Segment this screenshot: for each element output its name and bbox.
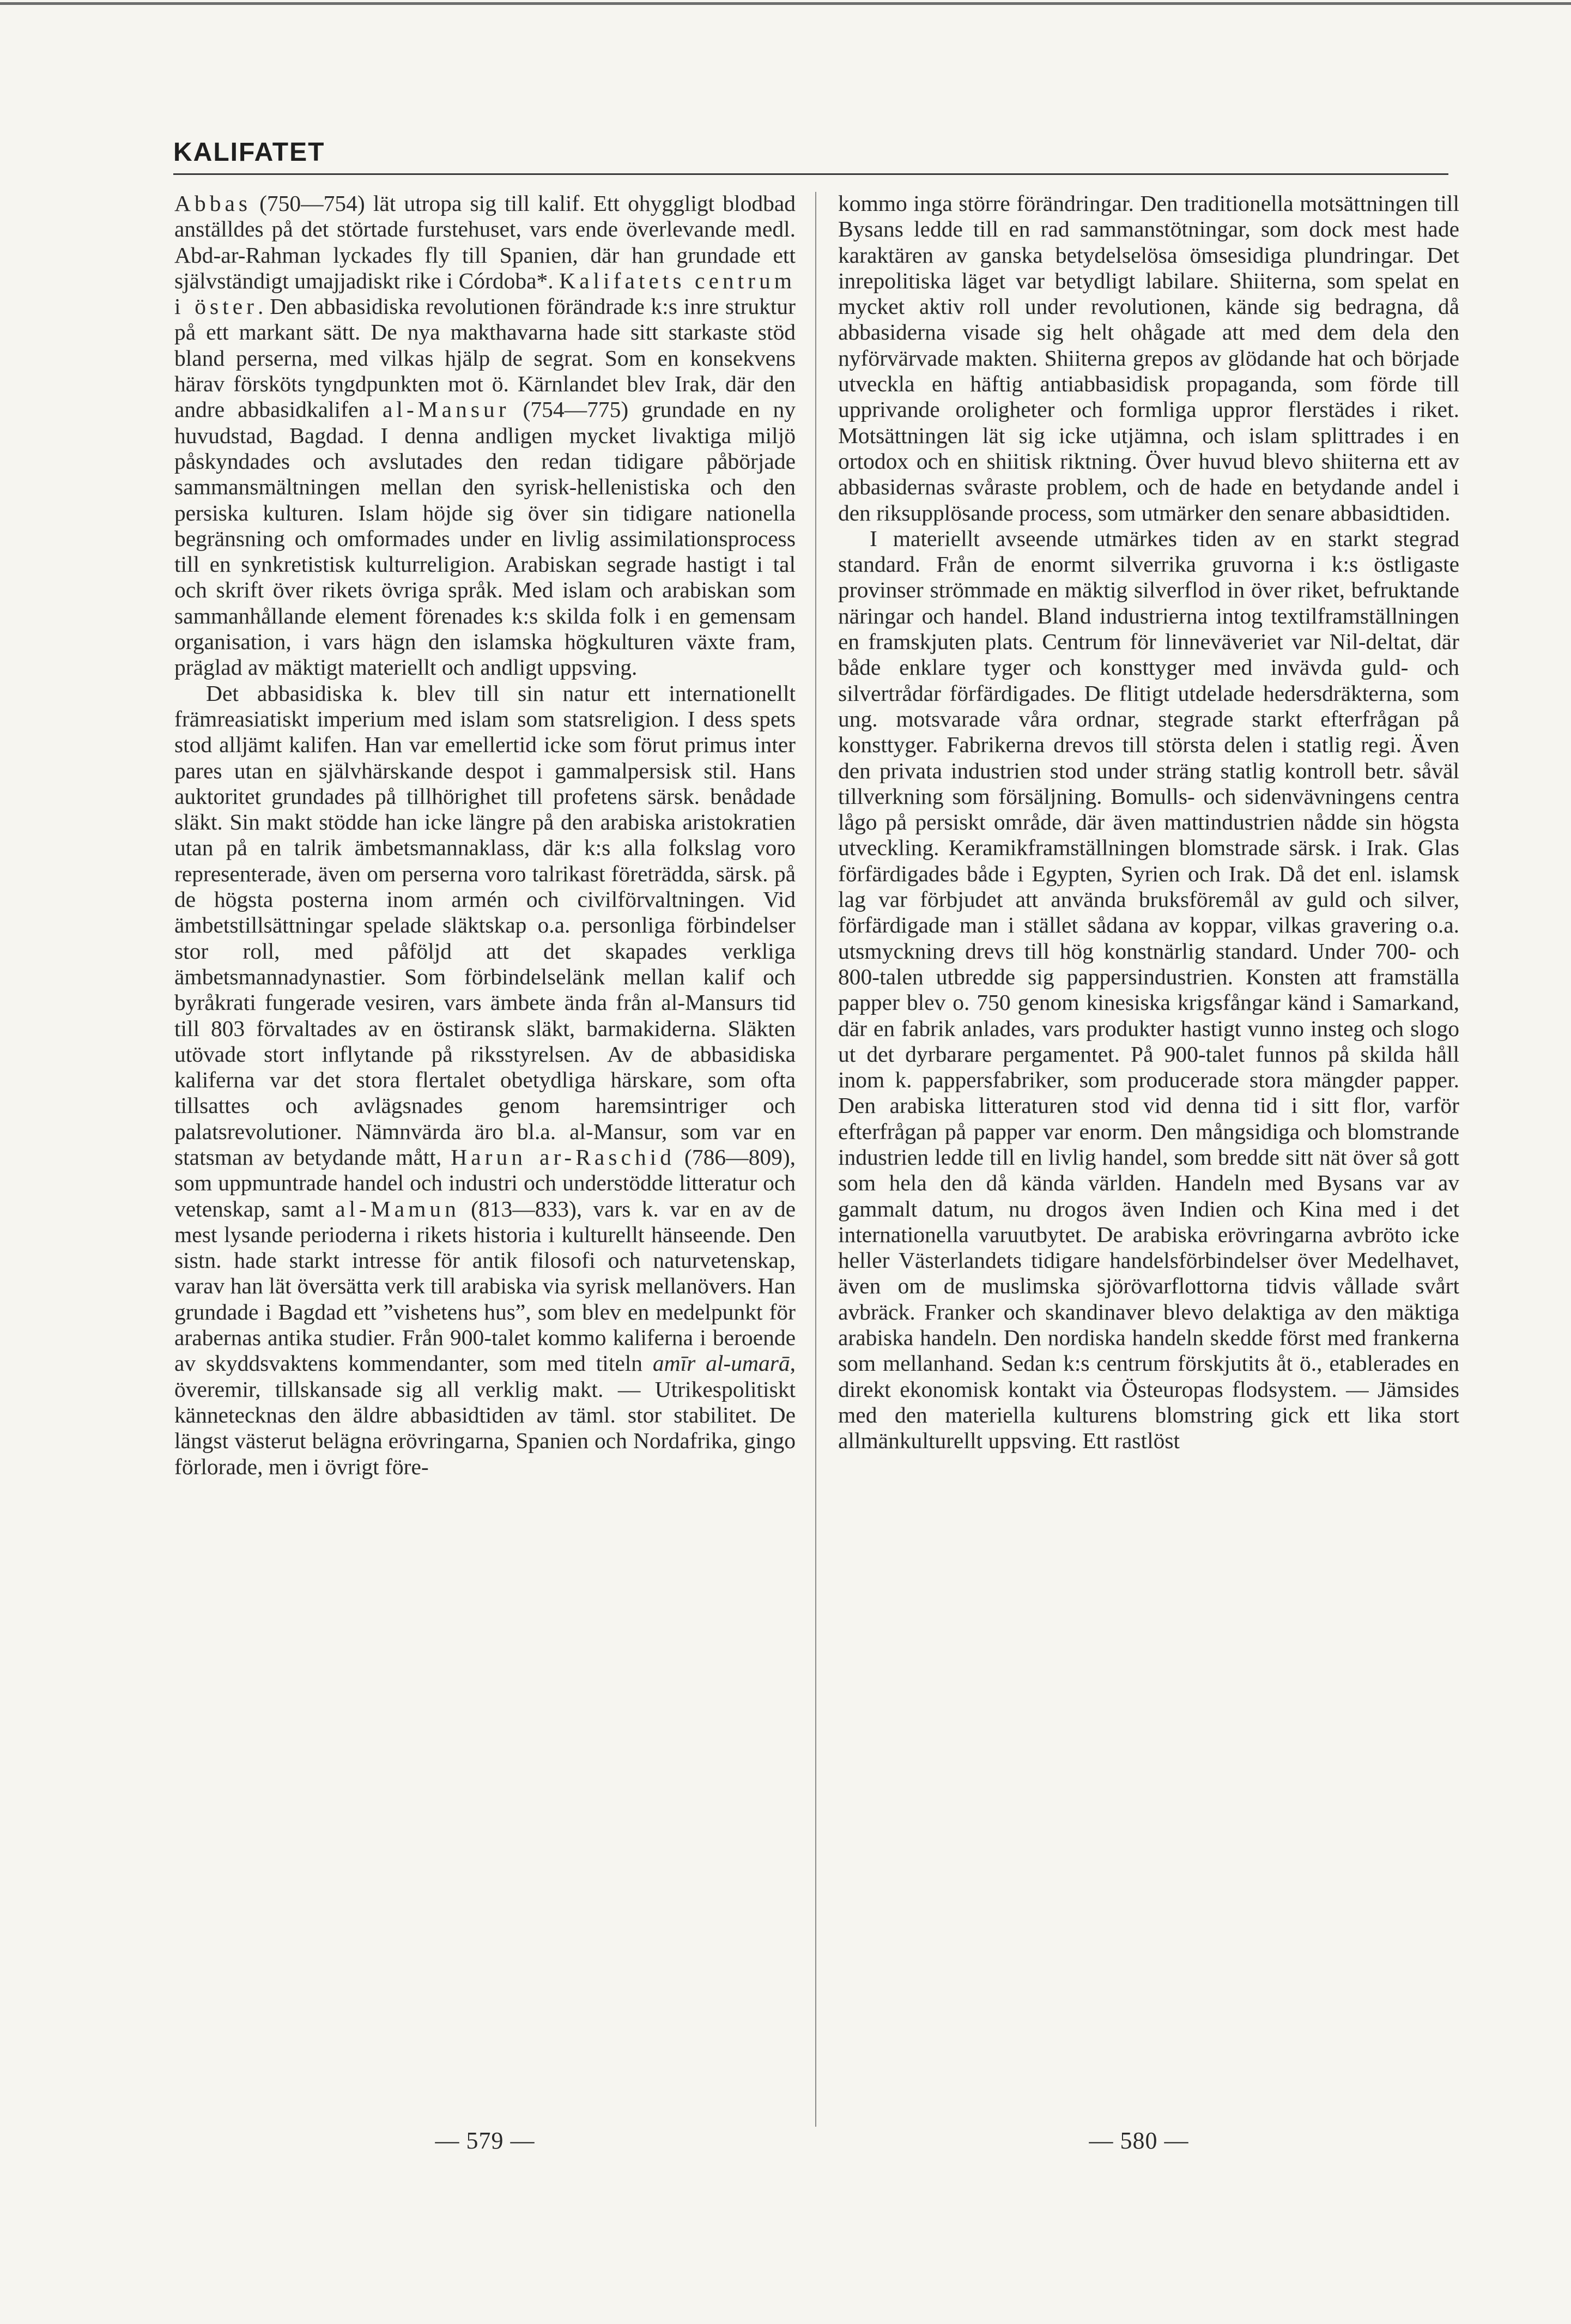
page-number-right: — 580 — [1089, 2127, 1189, 2154]
column-divider [815, 192, 816, 2127]
emphasized-term: al-Mamun [335, 1196, 460, 1221]
page-number-left: — 579 — [435, 2127, 535, 2154]
emphasized-term: al-Mansur [383, 397, 510, 422]
text-run: (754—775) grundade en ny huvudstad, Bagdad. I denna andligen mycket livaktiga miljö påskyndades och avslutades den redan tidigare påbörjade sammansmältningen mellan den syrisk-hellenistiska och den persiska kulturen. Islam höjde sig över sin tidigare nationella begränsning och omformades under en livlig assimilationsprocess till en synkretistisk kulturreligion. Arabiskan segrade hastigt i tal och skrift över rikets övriga språk. Med islam och arabiskan som sammanhållande element förenades k:s skilda folk i en gemensam organisation, i vars hägn den islamska högkulturen växte fram, präglad av mäktigt materiellt och andligt uppsving. [174, 397, 796, 680]
text-run: (750—754) lät utropa sig till kalif. Ett ohyggligt blodbad anställdes på det störtade furstehuset, vars ende överlevande medl. Abd-ar-Rahman lyckades fly till Spanien, där han grundade ett självständigt umajjadiskt rike i Córdoba*. [174, 191, 796, 293]
text-run: (786—809), som uppmuntrade handel och industri och understödde litteratur och vetenskap, samt [174, 1144, 796, 1221]
page-title: KALIFATET [173, 138, 325, 167]
header-rule [173, 173, 1448, 175]
paragraph [174, 681, 796, 1480]
paragraph [838, 526, 1459, 1454]
paragraph [838, 191, 1459, 526]
right-text-column [838, 191, 1459, 2131]
emphasized-term: Abbas [174, 191, 252, 216]
running-header [173, 137, 1448, 181]
emphasized-term: Kalifatets centrum i öster [174, 268, 796, 319]
italic-term: amīr al-umarā [652, 1351, 790, 1376]
top-edge-rule [0, 2, 1571, 5]
text-run: kommo inga större förändringar. Den traditionella motsättningen till Bysans ledde till en rad sammanstötningar, som dock mest hade karaktären av ganska betydelselösa ömsesidiga plundringar. Det inrepolitiska läget var betydligt labilare. Shiiterna, som spelat en mycket aktiv roll under revolutionen, kände sig bedragna, då abbasiderna visade sig helt ohågade att med dem dela den nyförvärvade makten. Shiiterna grepos av glödande hat och började utveckla en häftig antiabbasidisk propaganda, som förde till upprivande oroligheter och formliga uppror flerstädes i riket. Motsättningen lät sig icke utjämna, och islam splittrades i en ortodox och en shiitisk riktning. Över huvud blevo shiiterna ett av abbasidernas svåraste problem, och de hade en betydande andel i den riksupplösande process, som utmärker den senare abbasidtiden. [838, 191, 1459, 525]
emphasized-term: Harun ar-Raschid [451, 1144, 675, 1170]
paragraph [174, 191, 796, 681]
text-run: . Den abbasidiska revolutionen förändrade k:s inre struktur på ett markant sätt. De nya makthavarna hade sitt starkaste stöd bland perserna, med vilkas hjälp de segrat. Som en konsekvens härav försköts tyngdpunkten mot ö. Kärnlandet blev Irak, där den andre abbasidkalifen [174, 294, 796, 422]
text-run: (813—833), vars k. var en av de mest lysande perioderna i rikets historia i kulturellt hänseende. Den sistn. hade starkt intresse för antik filosofi och naturvetenskap, varav han lät översätta verk till arabiska via syrisk mellanövers. Han grundade i Bagdad ett ”vishetens hus”, som blev en medelpunkt för arabernas antika studier. Från 900-talet kommo kaliferna i beroende av skyddsvaktens kommendanter, som med titeln [174, 1196, 796, 1376]
text-run: I materiellt avseende utmärkes tiden av en starkt stegrad standard. Från de enormt silverrika gruvorna i k:s östligaste provinser strömmade en mäktig silverflod in över riket, befruktande näringar och handel. Bland industrierna intog textilframställningen en framskjuten plats. Centrum för linneväveriet var Nil-deltat, där både enklare tyger och konsttyger med invävda guld- och silvertrådar förfärdigades. De flitigt utdelade hedersdräkterna, som ung. motsvarade våra ordnar, stegrade starkt efterfrågan på konsttyger. Fabrikerna drevos till största delen i statlig regi. Även den privata industrien stod under sträng statlig kontroll betr. såväl tillverkning som försäljning. Bomulls- och sidenvävningens centra lågo på persiskt område, där även mattindustrien nådde sin högsta utveckling. Keramikframställningen blomstrade särsk. i Irak. Glas förfärdigades både i Egypten, Syrien och Irak. Då det enl. islamsk lag var förbjudet att använda bruksföremål av guld och silver, förfärdigade man i stället sådana av koppar, vilkas gravering o.a. utsmyckning drevs till hög konstnärlig standard. Under 700- och 800-talen utbredde sig pappersindustrien. Konsten att framställa papper blev o. 750 genom kinesiska krigsfångar känd i Samarkand, där en fabrik anlades, vars produkter hastigt vunno insteg och slogo ut det dyrbarare pergamentet. På 900-talet funnos på skilda håll inom k. pappersfabriker, som producerade stora mängder papper. Den arabiska litteraturen stod vid denna tid i sitt flor, varför efterfrågan på papper var enorm. Den mångsidiga och blomstrande industrien ledde till en livlig handel, som bredde sitt nät över så gott som hela den då kända världen. Handeln med Bysans var av gammalt datum, nu drogos även Indien och Kina med i det internationella varuutbytet. De arabiska erövringarna avbröto icke heller Västerlandets tidigare handelsförbindelser över Medelhavet, även om de muslimska sjörövarflottorna tidvis vållade svårt avbräck. Franker och skandinaver blevo delaktiga av den mäktiga arabiska handeln. Den nordiska handeln skedde först med frankerna som mellanhand. Sedan k:s centrum förskjutits åt ö., etablerades en direkt ekonomisk kontakt via Östeuropas flodsystem. — Jämsides med den materiella kulturens blomstring gick ett lika stort allmänkulturellt uppsving. Ett rastlöst [838, 525, 1459, 1454]
text-run: , överemir, tillskansade sig all verklig makt. — Utrikespolitiskt kännetecknas den äldre abbasidtiden av täml. stor stabilitet. De längst västerut belägna erövringarna, Spanien och Nordafrika, gingo förlorade, men i övrigt före- [174, 1351, 796, 1479]
text-run: Det abbasidiska k. blev till sin natur ett internationellt främreasiatiskt imperium med islam som statsreligion. I dess spets stod alljämt kalifen. Han var emellertid icke som förut primus inter pares utan en självhärskande despot i gammalpersisk stil. Hans auktoritet grundades på tillhörighet till profetens särsk. benådade släkt. Sin makt stödde han icke längre på den arabiska aristokratien utan på en talrik ämbetsmannaklass, där k:s alla folkslag voro representerade, även om perserna voro talrikast företrädda, särsk. på de högsta posterna inom armén och civilförvaltningen. Vid ämbetstillsättningar spelade släktskap o.a. personliga förbindelser stor roll, med påföljd att det skapades verkliga ämbetsmannadynastier. Som förbindelselänk mellan kalif och byråkrati fungerade vesiren, vars ämbete ända från al-Mansurs tid till 803 förvaltades av en östiransk släkt, barmakiderna. Släkten utövade stort inflytande på riksstyrelsen. Av de abbasidiska kaliferna var det stora flertalet obetydliga härskare, som ofta tillsattes och avlägsnades genom haremsintriger och palatsrevolutioner. Nämnvärda äro bl.a. al-Mansur, som var en statsman av betydande mått, [174, 680, 796, 1170]
left-text-column [174, 191, 796, 2131]
